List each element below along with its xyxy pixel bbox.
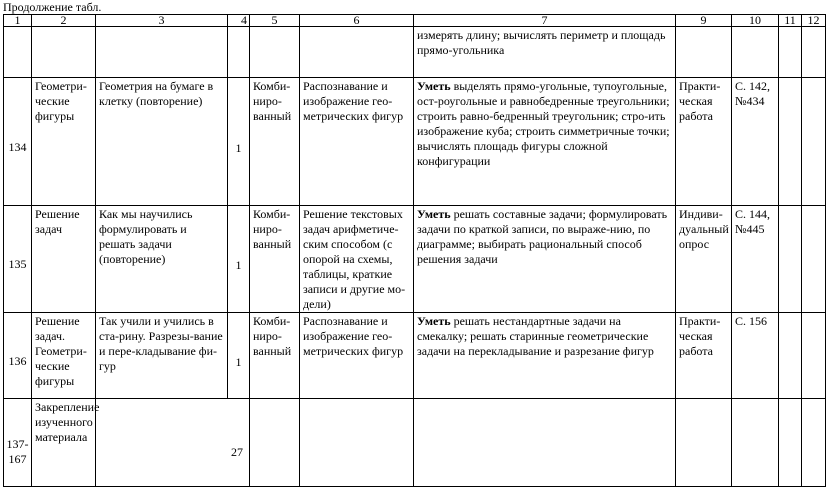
header-cell: 7 — [414, 15, 676, 27]
header-cell: 1 — [4, 15, 32, 27]
lesson-number: 135 — [4, 206, 32, 313]
homework-cell: С. 142, №434 — [732, 78, 779, 206]
header-row — [4, 15, 826, 27]
lesson-type-cell: Комби-ниро-ванный — [250, 206, 300, 313]
skills-text: измерять длину; вычислять периметр и площадь прямо-угольника — [417, 28, 666, 57]
topic-cell: Так учили и учились в ста-рину. Разрезы-вание и пере-кладывание фи-гур — [96, 313, 228, 399]
col12-cell — [802, 78, 826, 206]
lesson-number: 137-167 — [4, 399, 32, 487]
hours-cell: 1 — [228, 313, 250, 399]
homework-cell — [732, 399, 779, 487]
topic-cell — [96, 27, 228, 78]
skills-lead: Уметь — [417, 207, 451, 221]
header-cell: 10 — [732, 15, 779, 27]
header-cell: 2 — [32, 15, 96, 27]
table-row — [4, 399, 826, 487]
lesson-plan-table — [3, 14, 826, 487]
homework-cell: С. 156 — [732, 313, 779, 399]
col11-cell — [779, 27, 802, 78]
header-cell: 12 — [802, 15, 826, 27]
col11-cell — [779, 399, 802, 487]
section-cell: Геометри-ческие фигуры — [32, 78, 96, 206]
header-cell: 3 — [96, 15, 228, 27]
table-row — [4, 78, 826, 206]
lesson-type-cell — [250, 27, 300, 78]
skills-text: выделять прямо-угольные, тупоугольные, ост-роугольные и равнобедренные треугольники; строить равно-бедренный треугольник; стро-ить изображение куба; строить симметричные точки; вычислять площадь фигуры сложной конфигурации — [417, 79, 670, 168]
homework-cell: С. 144, №445 — [732, 206, 779, 313]
col11-cell — [779, 313, 802, 399]
col12-cell — [802, 206, 826, 313]
table-row — [4, 206, 826, 313]
header-cell: 11 — [779, 15, 802, 27]
col12-cell — [802, 313, 826, 399]
lesson-number — [4, 27, 32, 78]
content-cell: Решение текстовых задач арифметиче-ским способом (с опорой на схемы, таблицы, краткие записи и другие мо-дели) — [300, 206, 414, 313]
skills-cell — [414, 206, 676, 313]
table-caption: Продолжение табл. — [3, 0, 102, 14]
section-cell: Решение задач. Геометри-ческие фигуры — [32, 313, 96, 399]
lesson-type-cell — [250, 399, 300, 487]
skills-text: решать нестандартные задачи на смекалку; решать старинные геометрические задачи на перекладывание и разрезание фигур — [417, 314, 654, 358]
skills-cell — [414, 78, 676, 206]
skills-lead: Уметь — [417, 314, 451, 328]
topic-cell: Как мы научились формулировать и решать задачи (повторение) — [96, 206, 228, 313]
skills-cell — [414, 399, 676, 487]
hours-cell: 1 — [228, 78, 250, 206]
skills-cell — [414, 27, 676, 78]
header-cell: 5 — [250, 15, 300, 27]
lesson-type-cell: Комби-ниро-ванный — [250, 78, 300, 206]
lesson-number: 134 — [4, 78, 32, 206]
col11-cell — [779, 78, 802, 206]
lesson-number: 136 — [4, 313, 32, 399]
lesson-type-cell: Комби-ниро-ванный — [250, 313, 300, 399]
topic-cell: Геометрия на бумаге в клетку (повторение) — [96, 78, 228, 206]
control-cell: Практи-ческая работа — [676, 313, 732, 399]
col12-cell — [802, 27, 826, 78]
header-cell: 9 — [676, 15, 732, 27]
header-cell: 6 — [300, 15, 414, 27]
table-row — [4, 313, 826, 399]
hours-cell: 1 — [228, 206, 250, 313]
section-cell: Решение задач — [32, 206, 96, 313]
skills-text: решать составные задачи; формулировать задачи по краткой записи, по выраже-нию, по диаграмме; выбирать рациональный способ решения задачи — [417, 207, 668, 266]
hours-cell: 27 — [96, 399, 250, 487]
control-cell: Индиви-дуальный опрос — [676, 206, 732, 313]
content-cell — [300, 399, 414, 487]
section-cell: Закрепление изученного материала — [32, 399, 96, 487]
skills-lead: Уметь — [417, 79, 451, 93]
control-cell — [676, 27, 732, 78]
content-cell — [300, 27, 414, 78]
col12-cell — [802, 399, 826, 487]
content-cell: Распознавание и изображение гео-метрических фигур — [300, 78, 414, 206]
homework-cell — [732, 27, 779, 78]
content-cell: Распознавание и изображение гео-метрических фигур — [300, 313, 414, 399]
skills-cell — [414, 313, 676, 399]
control-cell — [676, 399, 732, 487]
header-cell: 4 — [228, 15, 250, 27]
section-cell — [32, 27, 96, 78]
table-row — [4, 27, 826, 78]
col11-cell — [779, 206, 802, 313]
control-cell: Практи-ческая работа — [676, 78, 732, 206]
hours-cell — [228, 27, 250, 78]
